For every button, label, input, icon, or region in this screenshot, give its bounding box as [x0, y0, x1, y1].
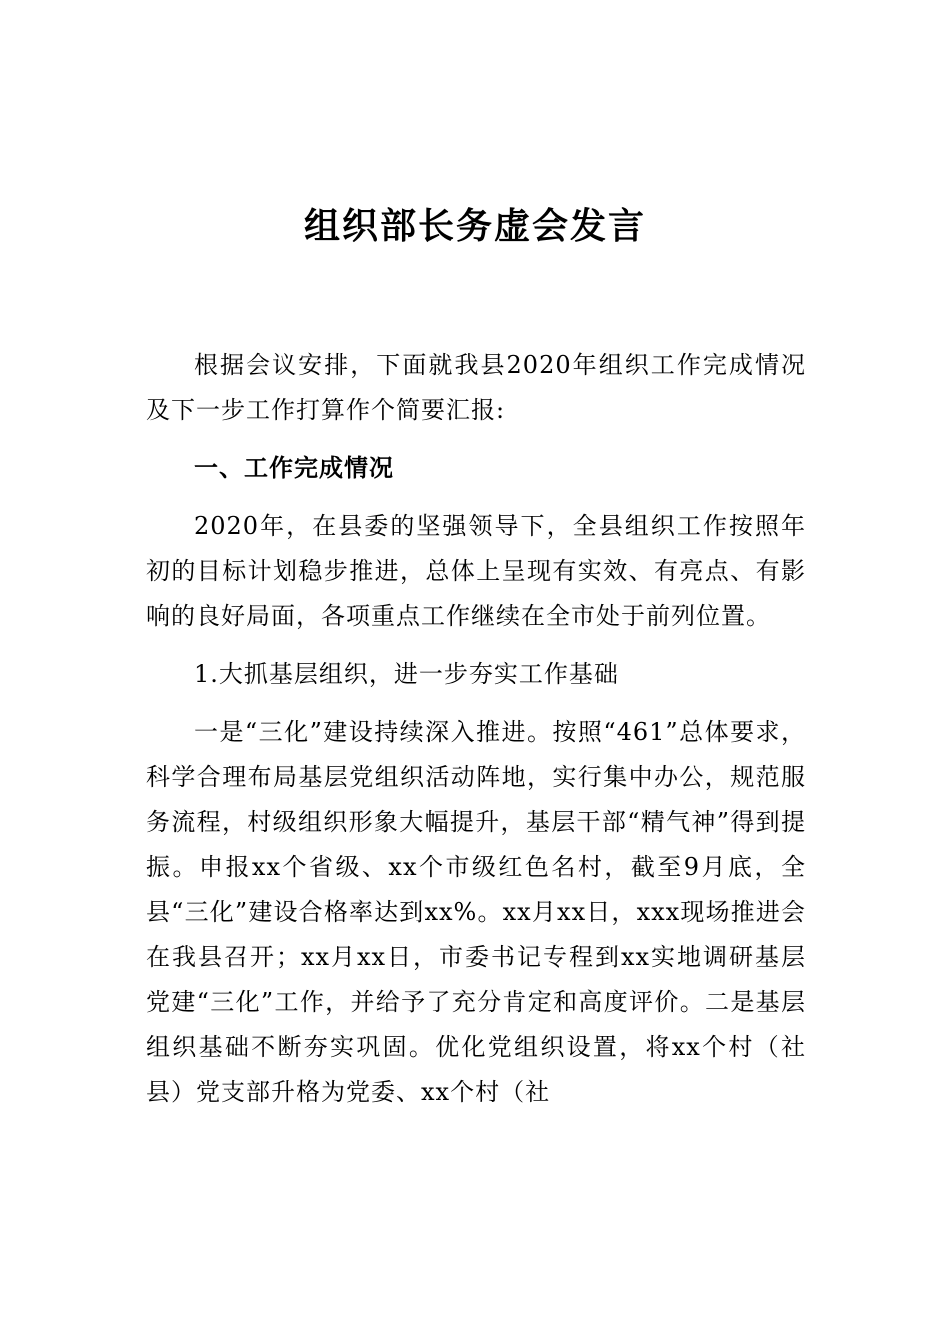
- intro-paragraph: 根据会议安排，下面就我县2020年组织工作完成情况及下一步工作打算作个简要汇报:: [146, 351, 806, 424]
- document-title: 组织部长务虚会发言: [303, 205, 646, 247]
- document-body: [146, 343, 806, 1128]
- subsection-paragraph-details: 一是“三化”建设持续深入推进。按照“461”总体要求，科学合理布局基层党组织活动阵地，实行集中办公，规范服务流程，村级组织形象大幅提升，基层干部“精气神”得到提振。申报xx个省级、xx个市级红色名村，截至9月底，全县“三化”建设合格率达到xx%。xx月xx日，xxx现场推进会在我县召开；xx月xx日，市委书记专程到xx实地调研基层党建“三化”工作，并给予了充分肯定和高度评价。二是基层组织基础不断夯实巩固。优化党组织设置，将xx个村（社县）党支部升格为党委、xx个村（社: [146, 718, 806, 1106]
- section-heading-work-completion: 一、工作完成情况: [194, 454, 394, 482]
- subsection-heading-grassroots: 1.大抓基层组织，进一步夯实工作基础: [194, 660, 619, 688]
- section-paragraph-overview: 2020年，在县委的坚强领导下，全县组织工作按照年初的目标计划稳步推进，总体上呈现有实效、有亮点、有影响的良好局面，各项重点工作继续在全市处于前列位置。: [146, 512, 806, 630]
